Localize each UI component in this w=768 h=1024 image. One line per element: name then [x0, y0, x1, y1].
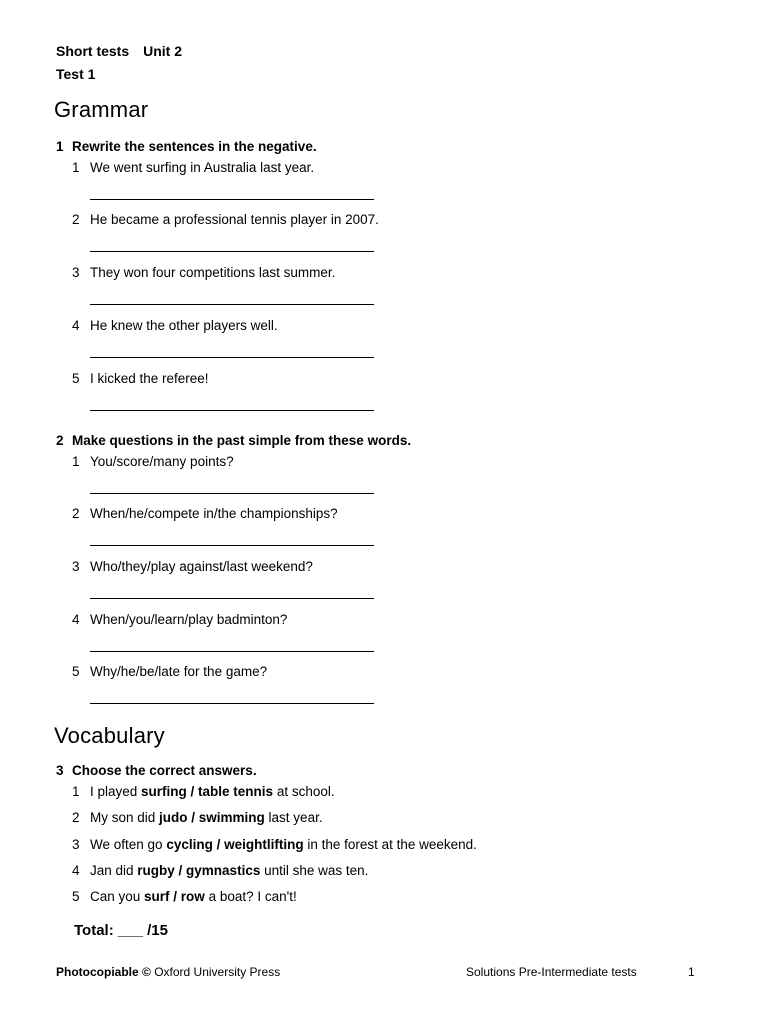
list-item	[72, 212, 379, 227]
list-item	[72, 664, 267, 679]
exercise-3-title	[56, 763, 257, 778]
item-text: You/score/many points?	[90, 454, 234, 469]
footer-photocopiable: Photocopiable ©	[56, 965, 151, 979]
item-text: We went surfing in Australia last year.	[90, 160, 315, 175]
exercise-1-title	[56, 139, 317, 154]
answer-line[interactable]	[90, 703, 374, 704]
answer-line[interactable]	[90, 304, 374, 305]
item-text: until she was ten.	[260, 863, 369, 878]
header-title	[56, 43, 182, 59]
answer-line[interactable]	[90, 410, 374, 411]
item-text: Why/he/be/late for the game?	[90, 664, 268, 679]
footer-publisher: Oxford University Press	[150, 965, 281, 979]
list-item	[72, 318, 278, 333]
answer-line[interactable]	[90, 199, 374, 200]
item-text: at school.	[273, 784, 335, 799]
list-item	[72, 506, 338, 521]
item-text: My son did	[90, 810, 160, 825]
answer-choice[interactable]: judo / swimming	[159, 810, 265, 825]
exercise-2-title	[56, 433, 411, 448]
total-blank[interactable]: ___	[117, 922, 143, 939]
item-text: Can you	[90, 889, 145, 904]
item-text: He knew the other players well.	[90, 318, 278, 333]
answer-line[interactable]	[90, 251, 374, 252]
list-item	[72, 784, 335, 799]
answer-choice[interactable]: rugby / gymnastics	[137, 863, 261, 878]
footer-series: Solutions Pre-Intermediate tests	[466, 965, 637, 979]
exercise-instruction: Choose the correct answers.	[72, 763, 257, 778]
grammar-heading: Grammar	[54, 97, 149, 122]
total-score	[74, 922, 168, 939]
answer-line[interactable]	[90, 493, 374, 494]
item-number: 3	[72, 265, 80, 280]
exercise-instruction: Make questions in the past simple from these words.	[72, 433, 412, 448]
header-unit: Unit 2	[143, 43, 183, 59]
item-text: Jan did	[90, 863, 138, 878]
item-number: 5	[72, 371, 80, 386]
answer-line[interactable]	[90, 545, 374, 546]
total-max: /15	[147, 922, 168, 939]
item-text: I kicked the referee!	[90, 371, 209, 386]
item-number: 2	[72, 810, 80, 825]
item-text: When/you/learn/play badminton?	[90, 612, 288, 627]
exercise-number: 3	[56, 763, 64, 778]
item-text: I played	[90, 784, 142, 799]
total-label: Total:	[74, 922, 114, 939]
item-text: last year.	[264, 810, 323, 825]
list-item	[72, 889, 297, 904]
item-text: We often go	[90, 837, 167, 852]
list-item	[72, 837, 477, 852]
item-text: They won four competitions last summer.	[90, 265, 336, 280]
answer-line[interactable]	[90, 651, 374, 652]
list-item	[72, 265, 335, 280]
answer-choice[interactable]: surf / row	[144, 889, 205, 904]
page-number: 1	[688, 965, 695, 979]
exercise-number: 2	[56, 433, 64, 448]
item-number: 4	[72, 318, 80, 333]
item-text: a boat? I can't!	[204, 889, 297, 904]
list-item	[72, 371, 209, 386]
item-number: 1	[72, 454, 80, 469]
list-item	[72, 810, 323, 825]
answer-line[interactable]	[90, 598, 374, 599]
footer-copyright	[56, 965, 280, 979]
list-item	[72, 863, 368, 878]
item-text: Who/they/play against/last weekend?	[90, 559, 313, 574]
list-item	[72, 612, 287, 627]
item-text: in the forest at the weekend.	[303, 837, 477, 852]
answer-choice[interactable]: cycling / weightlifting	[166, 837, 304, 852]
item-number: 4	[72, 612, 80, 627]
item-text: When/he/compete in/the championships?	[90, 506, 338, 521]
list-item	[72, 160, 314, 175]
item-number: 5	[72, 664, 80, 679]
item-number: 1	[72, 784, 80, 799]
item-number: 3	[72, 559, 80, 574]
exercise-number: 1	[56, 139, 64, 154]
list-item	[72, 454, 234, 469]
item-number: 3	[72, 837, 80, 852]
answer-line[interactable]	[90, 357, 374, 358]
vocabulary-heading: Vocabulary	[54, 723, 165, 748]
answer-choice[interactable]: surfing / table tennis	[141, 784, 274, 799]
item-number: 2	[72, 212, 80, 227]
item-number: 4	[72, 863, 80, 878]
exercise-instruction: Rewrite the sentences in the negative.	[72, 139, 317, 154]
item-text: He became a professional tennis player in 2007.	[90, 212, 379, 227]
header-test: Test 1	[56, 66, 96, 82]
item-number: 5	[72, 889, 80, 904]
item-number: 1	[72, 160, 80, 175]
header-short-tests: Short tests	[56, 43, 130, 59]
item-number: 2	[72, 506, 80, 521]
list-item	[72, 559, 313, 574]
